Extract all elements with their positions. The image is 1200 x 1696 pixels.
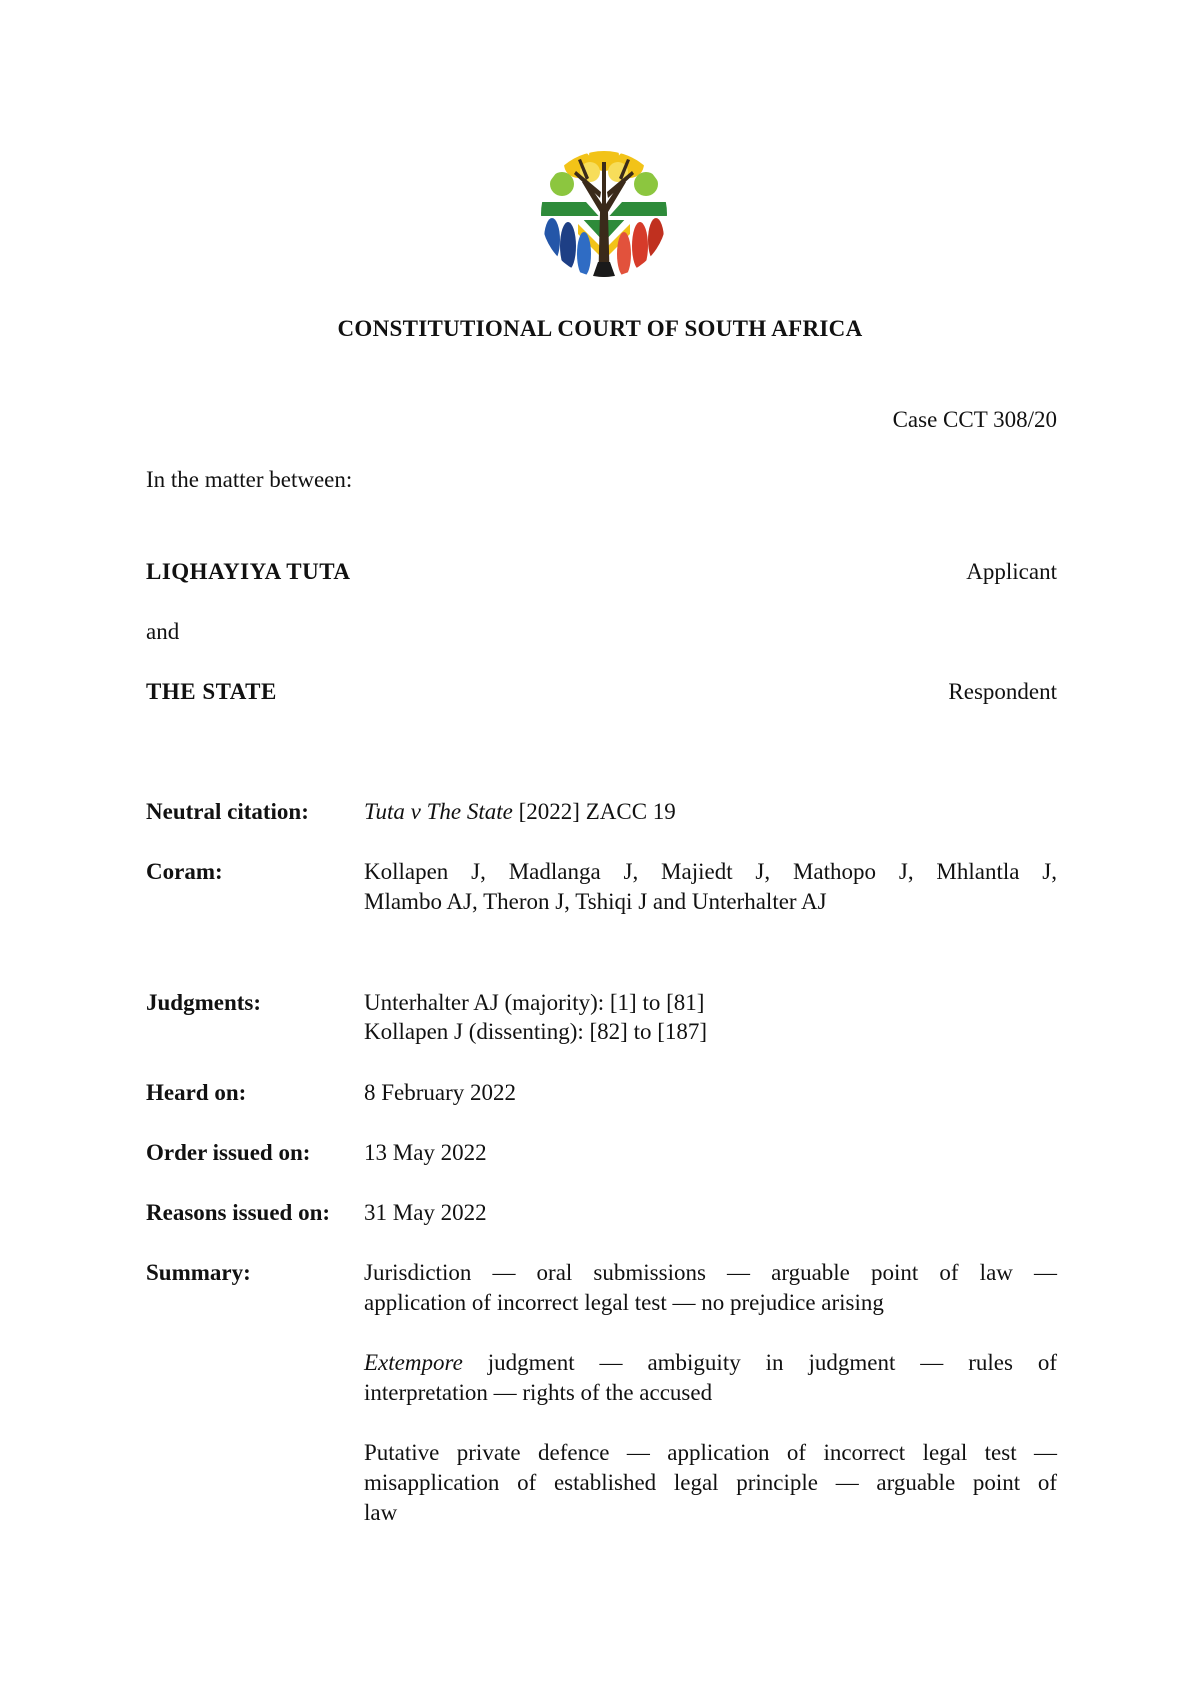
summary-2-italic: Extempore (364, 1350, 463, 1375)
coram-line-2: Mlambo AJ, Theron J, Tshiqi J and Unterhalter AJ (364, 889, 827, 914)
applicant-name: LIQHAYIYA TUTA (146, 559, 351, 584)
summary-2-line-1 (364, 1348, 1057, 1378)
judgments-value (364, 988, 1057, 1046)
neutral-citation-value (364, 797, 1057, 827)
coram-line-1: Kollapen J, Madlanga J, Majiedt J, Mathopo J, Mhlantla J, (364, 859, 1057, 884)
coram-value (364, 857, 1057, 917)
order-issued-label: Order issued on: (146, 1140, 311, 1165)
applicant-role: Applicant (966, 559, 1057, 584)
order-issued-value: 13 May 2022 (364, 1140, 487, 1165)
judgment-dissenting: Kollapen J (dissenting): [82] to [187] (364, 1019, 708, 1044)
court-tree-logo-icon (538, 142, 670, 290)
summary-label: Summary: (146, 1260, 251, 1285)
summary-1-line-1: Jurisdiction — oral submissions — arguable point of law — (364, 1260, 1057, 1285)
summary-3-line-2: misapplication of established legal principle — arguable point of (364, 1470, 1057, 1495)
summary-2-line-1-rest: judgment — ambiguity in judgment — rules of (462, 1350, 1057, 1375)
summary-paragraph-2 (364, 1348, 1057, 1408)
reasons-issued-label: Reasons issued on: (146, 1200, 331, 1225)
court-name-heading: CONSTITUTIONAL COURT OF SOUTH AFRICA (337, 316, 863, 341)
citation-reference: [2022] ZACC 19 (512, 799, 676, 824)
heard-on-label: Heard on: (146, 1080, 247, 1105)
coram-label: Coram: (146, 859, 223, 884)
summary-1-line-2: application of incorrect legal test — no prejudice arising (364, 1290, 884, 1315)
citation-case-name: Tuta v The State (364, 799, 513, 824)
respondent-name: THE STATE (146, 679, 277, 704)
summary-3-line-1: Putative private defence — application of incorrect legal test — (364, 1440, 1057, 1465)
neutral-citation-label: Neutral citation: (146, 799, 309, 824)
case-number: Case CCT 308/20 (892, 407, 1057, 432)
summary-paragraph-3 (364, 1438, 1057, 1528)
summary-paragraph-1 (364, 1258, 1057, 1318)
heard-on-value: 8 February 2022 (364, 1080, 517, 1105)
matter-intro: In the matter between: (146, 467, 353, 492)
summary-2-line-2: interpretation — rights of the accused (364, 1380, 713, 1405)
summary-3-line-3: law (364, 1500, 398, 1525)
respondent-role: Respondent (948, 679, 1057, 704)
judgments-label: Judgments: (146, 990, 262, 1015)
reasons-issued-value: 31 May 2022 (364, 1200, 487, 1225)
party-conjunction: and (146, 619, 180, 644)
judgment-majority: Unterhalter AJ (majority): [1] to [81] (364, 990, 705, 1015)
